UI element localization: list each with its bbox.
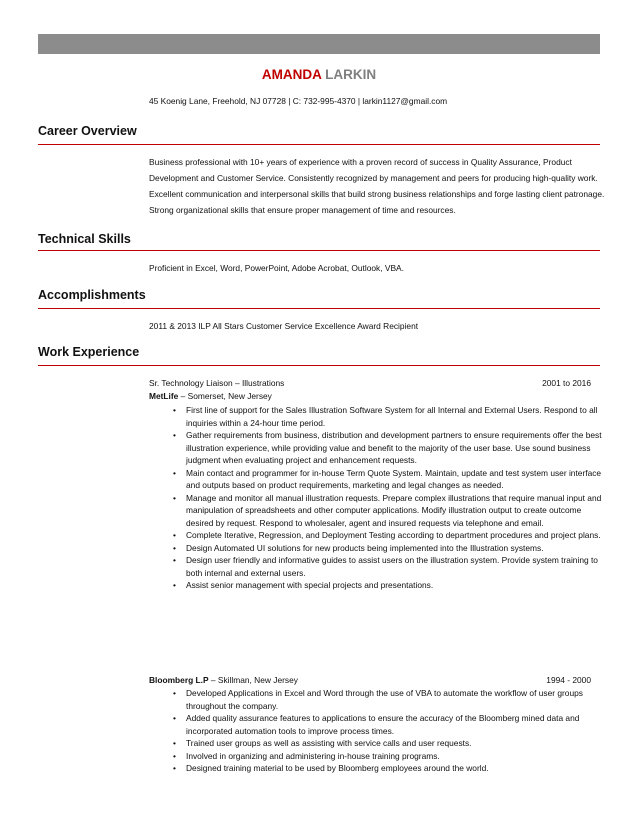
career-overview-text: Business professional with 10+ years of experience with a proven record of success in Quality Assurance, Product Development and Customer Service. Consistently recognized by management and peers for producing high-quality work. Excellent communication and interpersonal skills that build strong business relationships and forge lasting client patronage. Strong organizational skills that ensure proper management of time and resources. (149, 157, 605, 215)
bullet-icon: • (173, 492, 176, 503)
job-location: – Skillman, New Jersey (208, 675, 298, 685)
last-name: LARKIN (325, 67, 377, 82)
bullet-icon: • (173, 580, 176, 590)
bullet-icon: • (173, 467, 176, 478)
bullet-icon: • (173, 763, 176, 773)
contact-line: 45 Koenig Lane, Freehold, NJ 07728 | C: 732-995-4370 | larkin1127@gmail.com (149, 96, 448, 106)
list-item: • Design user friendly and informative guides to assist users on the illustration system. Provide system training to both internal and external users. (173, 555, 598, 578)
section-divider (38, 308, 600, 309)
list-item: • Design Automated UI solutions for new products being implemented into the Illustration systems. (173, 542, 544, 553)
header-bar (38, 34, 600, 54)
list-item: • Developed Applications in Excel and Word through the use of VBA to automate the workflow of user groups throughout the company. (173, 688, 583, 711)
list-item: • First line of support for the Sales Illustration Software System for all Internal and External Users. Respond to all inquiries within a 24-hour time period. (173, 405, 598, 428)
job-header-bloomberg (149, 674, 599, 687)
job-header-metlife (149, 377, 599, 402)
accomplishments-text: 2011 & 2013 ILP All Stars Customer Service Excellence Award Recipient (149, 321, 419, 331)
section-title-work-experience: Work Experience (38, 345, 140, 359)
bullet-icon: • (173, 738, 176, 748)
section-divider (38, 365, 600, 366)
list-item: • Gather requirements from business, distribution and development partners to ensure requirements offer the best illustration experience, while providing value and benefit to the majority of the user base. Use sound business judgment when evaluating project and enhancement requests. (173, 430, 602, 465)
section-title-accomplishments: Accomplishments (38, 288, 146, 302)
technical-skills-text: Proficient in Excel, Word, PowerPoint, Adobe Acrobat, Outlook, VBA. (149, 263, 404, 273)
list-item: • Complete Iterative, Regression, and Deployment Testing according to department procedures and project plans. (173, 530, 601, 540)
first-name: AMANDA (261, 67, 322, 82)
job-dates: 1994 - 2000 (546, 675, 591, 685)
job-bullets-bloomberg (149, 687, 604, 775)
list-item: • Trained user groups as well as assisting with service calls and user requests. (173, 738, 472, 748)
bullet-icon: • (173, 430, 176, 440)
bullet-icon: • (173, 713, 176, 723)
job-company: MetLife (149, 390, 179, 401)
bullet-icon: • (173, 405, 176, 415)
bullet-icon: • (173, 542, 176, 553)
list-item: • Main contact and programmer for in-house Term Quote System. Maintain, update and test system user interface and outputs based on product requirements, marketing and legal changes as needed. (173, 467, 602, 490)
section-divider (38, 250, 600, 251)
section-divider (38, 144, 600, 145)
bullet-icon: • (173, 750, 176, 761)
list-item: • Manage and monitor all manual illustration requests. Prepare complex illustrations that require manual input and manipulation of spreadsheets and other computer applications. Modify illustration output to create outcome desired by request. Respond to wholesaler, agent and insured requests via telephone and email. (173, 492, 602, 528)
job-role: Sr. Technology Liaison – Illustrations (149, 378, 285, 388)
list-item: • Involved in organizing and administering in-house training programs. (173, 750, 440, 761)
bullet-icon: • (173, 688, 176, 698)
job-location: – Somerset, New Jersey (178, 390, 272, 401)
candidate-name (0, 67, 638, 82)
bullet-icon: • (173, 530, 176, 540)
job-bullets-metlife (149, 404, 604, 592)
job-dates: 2001 to 2016 (542, 378, 591, 388)
list-item: • Assist senior management with special projects and presentations. (173, 580, 434, 590)
section-title-technical-skills: Technical Skills (38, 232, 131, 246)
bullet-icon: • (173, 555, 176, 565)
list-item: • Designed training material to be used by Bloomberg employees around the world. (173, 763, 489, 773)
list-item: • Added quality assurance features to applications to ensure the accuracy of the Bloomberg mined data and incorporated automation tools to improve process times. (173, 713, 580, 736)
section-title-career-overview: Career Overview (38, 124, 137, 138)
job-company: Bloomberg L.P (149, 675, 209, 685)
